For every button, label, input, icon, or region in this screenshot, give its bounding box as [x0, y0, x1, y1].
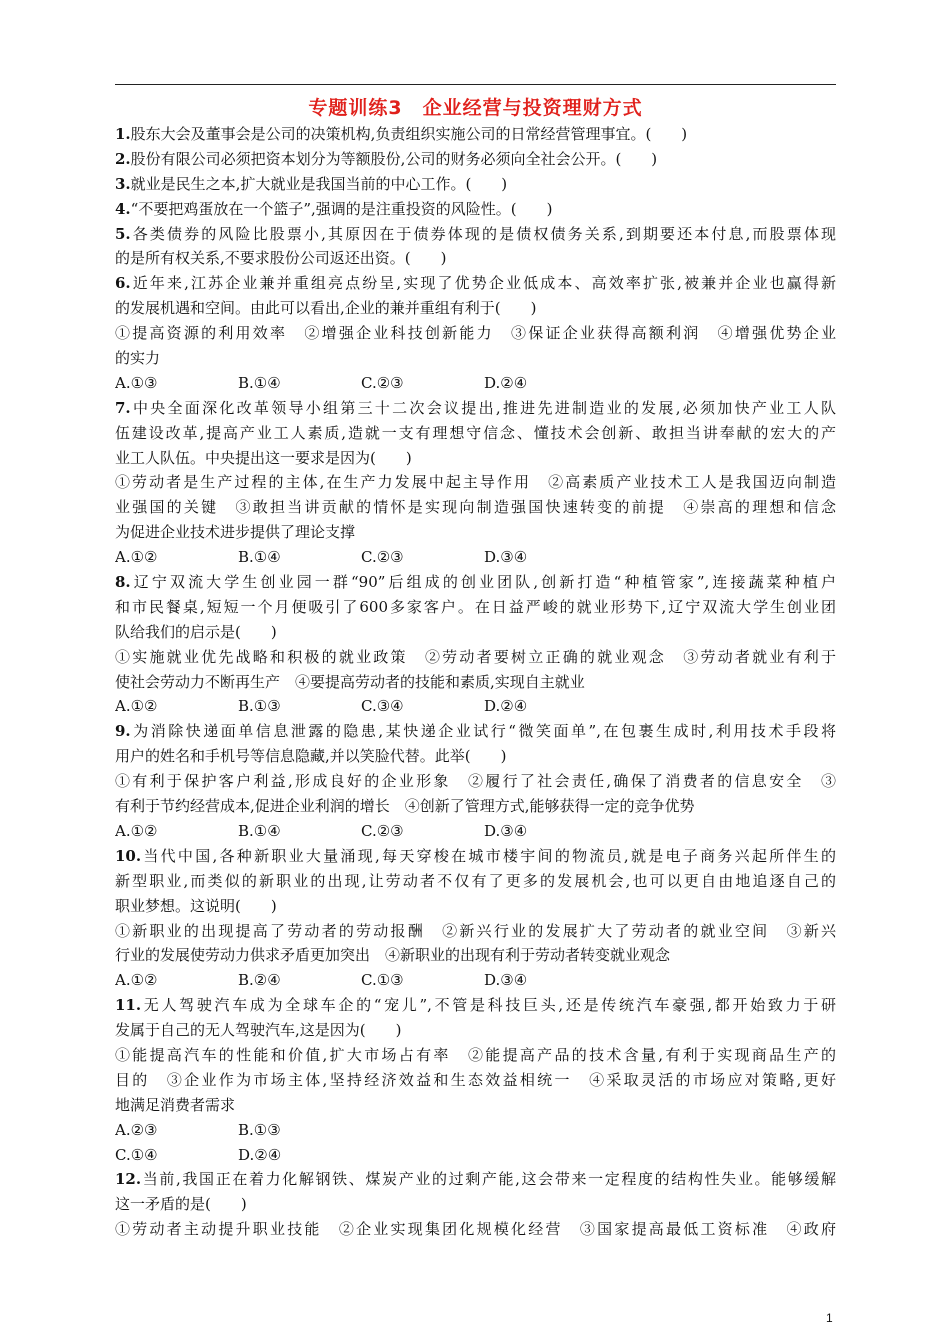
question-number: 5.: [115, 224, 131, 243]
option-a: A.①②: [115, 821, 158, 840]
question-text: 股东大会及董事会是公司的决策机构,负责组织实施公司的日常经营管理事宜。( ): [130, 125, 688, 143]
question-number: 1.: [115, 125, 131, 143]
statement-line: ①提高资源的利用效率 ②增强企业科技创新能力 ③保证企业获得高额利润 ④增强优势企业: [115, 324, 836, 343]
question-text: 队给我们的启示是( ): [115, 622, 277, 641]
question-6: [115, 271, 836, 395]
question-7: [115, 396, 836, 570]
question-number: 6.: [115, 274, 131, 293]
statement-line: ①实施就业优先战略和积极的就业政策 ②劳动者要树立正确的就业观念 ③劳动者就业有利于: [115, 647, 836, 666]
statement-line: 使社会劳动力不断再生产 ④要提高劳动者的技能和素质,实现自主就业: [115, 672, 585, 691]
question-number: 11.: [115, 996, 142, 1015]
question-number: 4.: [115, 199, 131, 218]
page-number: 1: [826, 1311, 833, 1325]
question-number: 10.: [115, 846, 142, 865]
question-text: 为消除快递面单信息泄露的隐患,某快递企业试行“微笑面单”,在包裹生成时,利用技术手段将: [130, 722, 836, 741]
option-c: C.①③: [361, 971, 404, 990]
question-text: 中央全面深化改革领导小组第三十二次会议提出,推进先进制造业的发展,必须加快产业工人队: [130, 398, 836, 417]
question-text: 业工人队伍。中央提出这一要求是因为( ): [115, 448, 412, 467]
question-8: [115, 570, 836, 719]
option-c: C.①④: [115, 1145, 158, 1164]
answer-options: [115, 1118, 836, 1143]
question-9: [115, 719, 836, 843]
option-a: A.①②: [115, 971, 158, 990]
option-c: C.②③: [361, 821, 404, 840]
question-10: [115, 844, 836, 993]
question-text: 这一矛盾的是( ): [115, 1195, 247, 1214]
question-text: 辽宁双流大学生创业园一群“90”后组成的创业团队,创新打造“种植管家”,连接蔬菜种植户: [130, 573, 836, 592]
option-a: A.②③: [115, 1120, 158, 1139]
question-12: [115, 1167, 836, 1242]
question-1: [115, 122, 836, 147]
option-d: D.②④: [484, 373, 528, 392]
statement-line: 行业的发展使劳动力供求矛盾更加突出 ④新职业的出现有利于劳动者转变就业观念: [115, 946, 671, 965]
question-text: “不要把鸡蛋放在一个篮子”,强调的是注重投资的风险性。( ): [130, 199, 553, 218]
question-11: [115, 993, 836, 1167]
answer-options: [115, 1143, 836, 1168]
statement-line: 业强国的关键 ③敢担当讲贡献的情怀是实现向制造强国快速转变的前提 ④崇高的理想和信念: [115, 498, 836, 517]
option-a: A.①②: [115, 697, 158, 716]
option-d: D.③④: [484, 548, 528, 567]
statement-line: ①劳动者是生产过程的主体,在生产力发展中起主导作用 ②高素质产业技术工人是我国迈向制造: [115, 473, 836, 492]
question-text: 和市民餐桌,短短一个月便吸引了600多家客户。在日益严峻的就业形势下,辽宁双流大学生创业团: [115, 597, 836, 616]
question-text: 伍建设改革,提高产业工人素质,造就一支有理想守信念、懂技术会创新、敢担当讲奉献的宏大的产: [115, 423, 836, 442]
question-number: 12.: [115, 1170, 142, 1189]
question-number: 9.: [115, 722, 131, 741]
answer-options: [115, 968, 836, 993]
statement-line: ①能提高汽车的性能和价值,扩大市场占有率 ②能提高产品的技术含量,有利于实现商品生产的: [115, 1045, 836, 1064]
option-b: B.①③: [238, 697, 281, 716]
page-title: 专题训练3 企业经营与投资理财方式: [308, 97, 643, 119]
question-text: 就业是民生之本,扩大就业是我国当前的中心工作。( ): [130, 174, 508, 193]
statement-line: 为促进企业技术进步提供了理论支撑: [115, 523, 356, 542]
question-text: 当代中国,各种新职业大量涌现,每天穿梭在城市楼宇间的物流员,就是电子商务兴起所伴生的: [141, 846, 836, 865]
statement-line: ①劳动者主动提升职业技能 ②企业实现集团化规模化经营 ③国家提高最低工资标准 ④政府: [115, 1220, 836, 1239]
question-3: [115, 172, 836, 197]
option-b: B.①④: [238, 373, 281, 392]
option-b: B.①④: [238, 821, 281, 840]
option-c: C.②③: [361, 548, 404, 567]
answer-options: [115, 694, 836, 719]
option-a: A.①②: [115, 548, 158, 567]
option-b: B.①④: [238, 548, 281, 567]
question-text: 发属于自己的无人驾驶汽车,这是因为( ): [115, 1021, 402, 1040]
question-text: 职业梦想。这说明( ): [115, 896, 277, 915]
statement-line: 地满足消费者需求: [115, 1095, 236, 1114]
question-number: 3.: [115, 174, 131, 193]
question-2: [115, 147, 836, 172]
question-number: 8.: [115, 573, 131, 592]
option-c: C.②③: [361, 373, 404, 392]
answer-options: [115, 371, 836, 396]
answer-options: [115, 545, 836, 570]
option-d: D.②④: [238, 1145, 282, 1164]
question-text: 的发展机遇和空间。由此可以看出,企业的兼并重组有利于( ): [115, 299, 537, 318]
question-text: 新型职业,而类似的新职业的出现,让劳动者不仅有了更多的发展机会,也可以更自由地追逐自己的: [115, 871, 836, 890]
question-text: 各类债券的风险比股票小,其原因在于债券体现的是债权债务关系,到期要还本付息,而股票体现: [130, 224, 836, 243]
option-c: C.③④: [361, 697, 404, 716]
question-text: 的是所有权关系,不要求股份公司返还出资。( ): [115, 249, 447, 268]
question-number: 7.: [115, 398, 131, 417]
statement-line: ①新职业的出现提高了劳动者的劳动报酬 ②新兴行业的发展扩大了劳动者的就业空间 ③新兴: [115, 921, 836, 940]
option-b: B.②④: [238, 971, 281, 990]
question-text: 近年来,江苏企业兼并重组亮点纷呈,实现了优势企业低成本、高效率扩张,被兼并企业也赢得新: [130, 274, 836, 293]
option-a: A.①③: [115, 373, 158, 392]
question-list: [115, 122, 836, 1242]
option-b: B.①③: [238, 1120, 281, 1139]
question-5: [115, 222, 836, 272]
option-d: D.③④: [484, 971, 528, 990]
statement-line: 的实力: [115, 349, 161, 368]
question-4: [115, 197, 836, 222]
statement-line: 目的 ③企业作为市场主体,坚持经济效益和生态效益相统一 ④采取灵活的市场应对策略,更好: [115, 1070, 836, 1089]
question-text: 当前,我国正在着力化解钢铁、煤炭产业的过剩产能,这会带来一定程度的结构性失业。能够缓解: [141, 1170, 836, 1189]
answer-options: [115, 819, 836, 844]
statement-line: ①有利于保护客户利益,形成良好的企业形象 ②履行了社会责任,确保了消费者的信息安全 ③: [115, 772, 836, 791]
question-text: 股份有限公司必须把资本划分为等额股份,公司的财务必须向全社会公开。( ): [130, 149, 658, 168]
question-text: 用户的姓名和手机号等信息隐藏,并以笑脸代替。此举( ): [115, 747, 507, 766]
option-d: D.②④: [484, 697, 528, 716]
question-number: 2.: [115, 149, 131, 168]
statement-line: 有利于节约经营成本,促进企业利润的增长 ④创新了管理方式,能够获得一定的竞争优势: [115, 797, 695, 816]
header-rule: [115, 84, 836, 85]
option-d: D.③④: [484, 821, 528, 840]
question-text: 无人驾驶汽车成为全球车企的“宠儿”,不管是科技巨头,还是传统汽车豪强,都开始致力于研: [141, 996, 836, 1015]
